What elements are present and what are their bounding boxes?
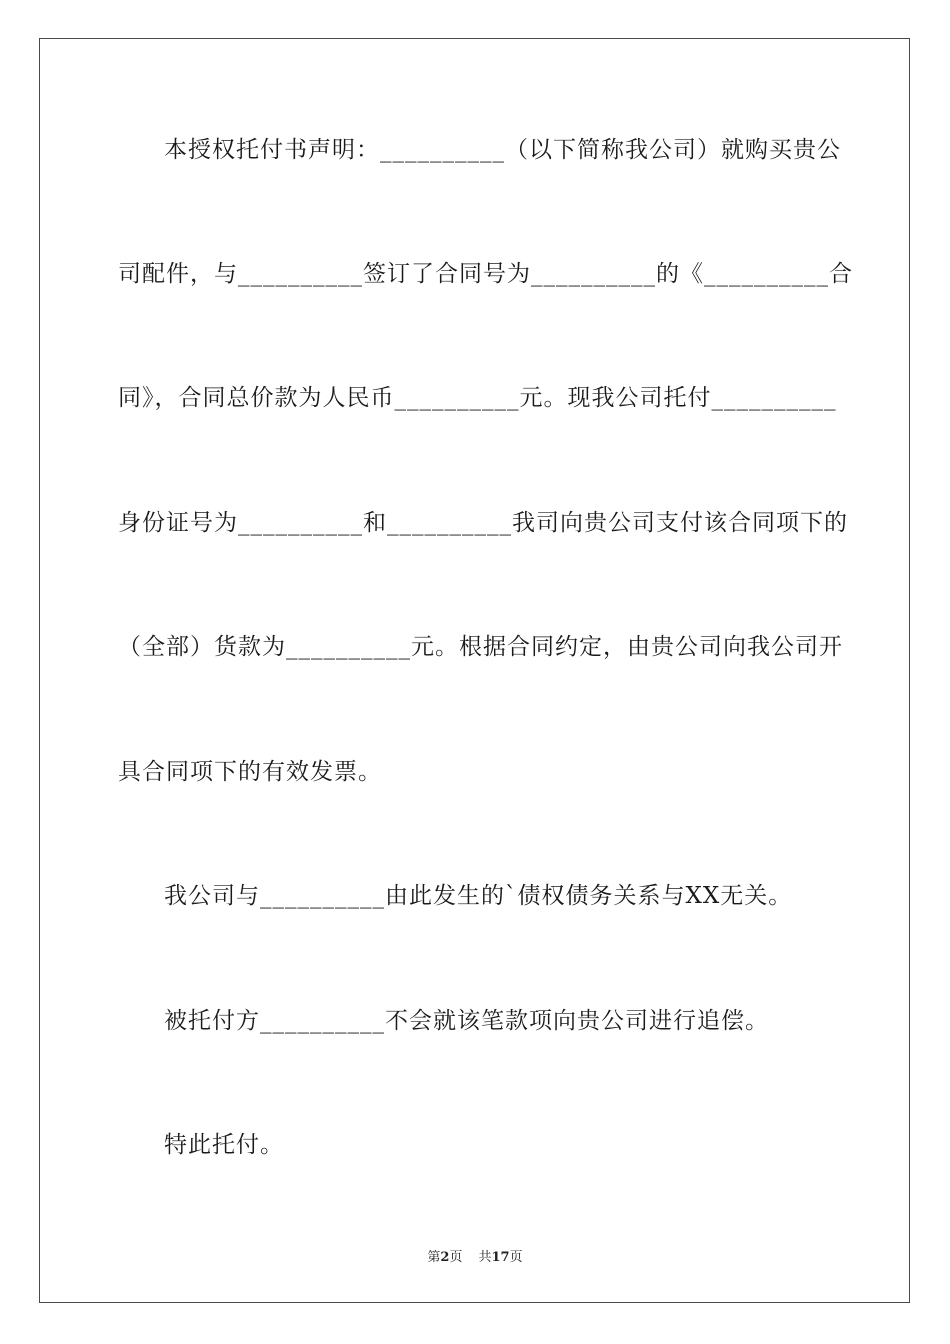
paragraph-line-9: 特此托付。: [164, 1132, 284, 1158]
page-number: 2: [440, 1250, 450, 1265]
total-pages: 17: [491, 1250, 510, 1265]
total-suffix: 页: [509, 1250, 523, 1265]
total-prefix: 共: [478, 1250, 492, 1265]
paragraph-line-6: 具合同项下的有效发票。: [118, 759, 382, 785]
paragraph-line-2: 司配件，与__________签订了合同号为__________的《__________合: [118, 261, 853, 287]
paragraph-line-8: 被托付方__________不会就该笔款项向贵公司进行追偿。: [164, 1008, 769, 1034]
page-prefix: 第: [427, 1250, 441, 1265]
paragraph-line-1: 本授权托付书声明：__________（以下简称我公司）就购买贵公: [164, 137, 841, 163]
paragraph-line-7: 我公司与__________由此发生的`债权债务关系与XX无关。: [164, 883, 793, 909]
page-footer: [0, 1246, 950, 1265]
paragraph-line-4: 身份证号为__________和__________我司向贵公司支付该合同项下的: [118, 510, 848, 536]
page-suffix: 页: [449, 1250, 463, 1265]
paragraph-line-3: 同》，合同总价款为人民币__________元。现我公司托付__________: [118, 385, 837, 411]
paragraph-line-5: （全部）货款为__________元。根据合同约定，由贵公司向我公司开: [118, 634, 843, 660]
page-border: [39, 38, 910, 1303]
